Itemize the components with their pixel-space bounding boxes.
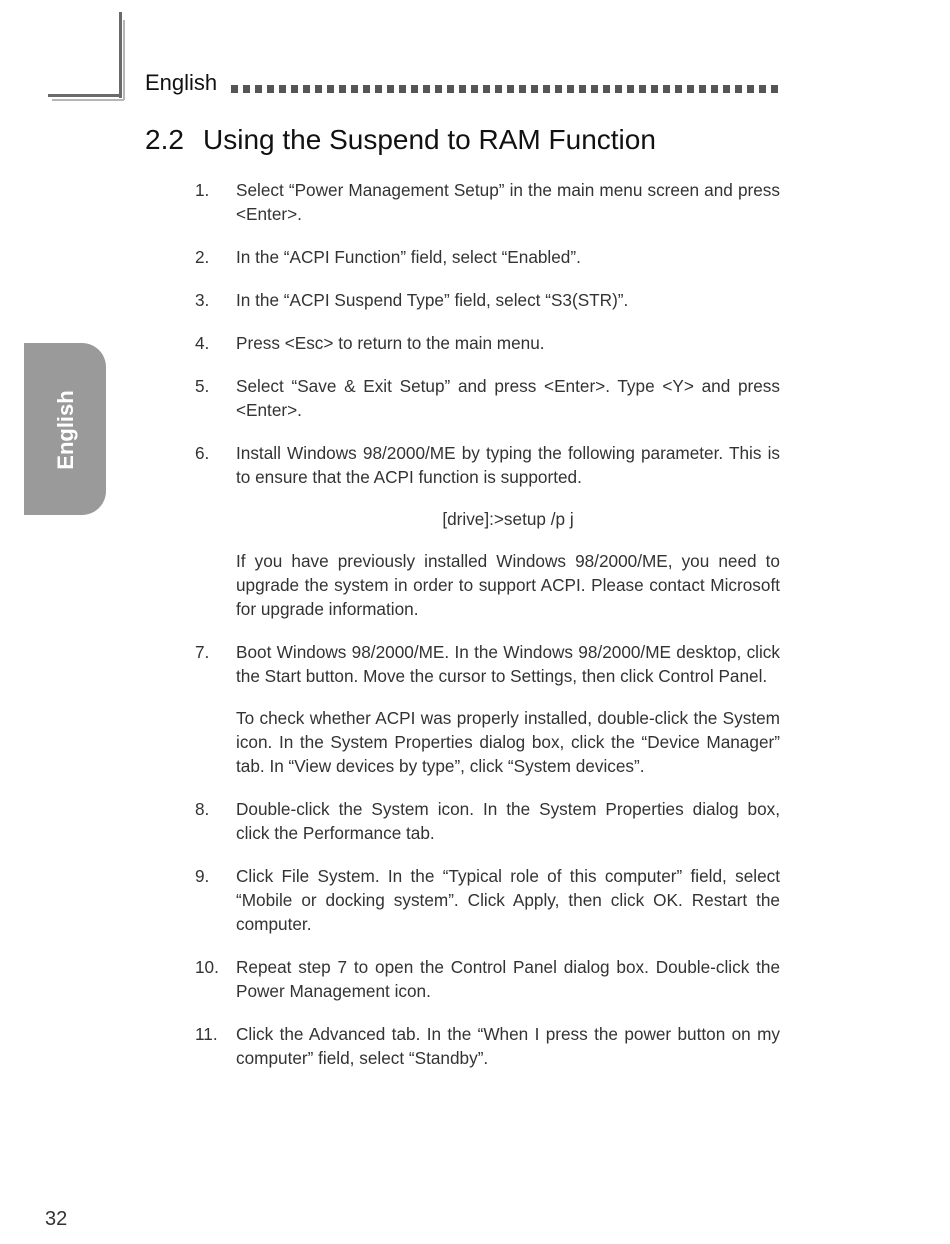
step-body	[236, 955, 780, 1003]
step-number: 4.	[195, 333, 210, 353]
step-text: Click the Advanced tab. In the “When I press the power button on my computer” field, select “Standby”.	[236, 1024, 780, 1068]
header-dotted-rule	[231, 85, 779, 93]
step-7	[195, 640, 780, 778]
step-body	[236, 331, 780, 355]
step-body	[236, 288, 780, 312]
step-number: 3.	[195, 290, 210, 310]
step-text: Install Windows 98/2000/ME by typing the following parameter. This is to ensure that the ACPI function is supported.	[236, 443, 780, 487]
step-body	[236, 1022, 780, 1070]
step-note: To check whether ACPI was properly installed, double-click the System icon. In the System Properties dialog box, click the “Device Manager” tab. In “View devices by type”, click “System devices”.	[236, 708, 780, 776]
corner-mark-horizontal	[48, 94, 122, 97]
step-text: Boot Windows 98/2000/ME. In the Windows 98/2000/ME desktop, click the Start button. Move the cursor to Settings, then click Control Panel.	[236, 642, 780, 686]
corner-mark-vertical-shadow	[123, 20, 125, 100]
step-3	[195, 288, 780, 312]
step-number: 5.	[195, 376, 210, 396]
step-number: 9.	[195, 866, 210, 886]
step-1	[195, 178, 780, 226]
step-9	[195, 864, 780, 936]
step-11	[195, 1022, 780, 1070]
section-title	[145, 124, 656, 156]
step-number: 8.	[195, 799, 210, 819]
step-6	[195, 441, 780, 621]
section-title-text: Using the Suspend to RAM Function	[203, 124, 656, 155]
step-number: 6.	[195, 443, 210, 463]
corner-mark-vertical	[119, 12, 122, 98]
step-text: Select “Save & Exit Setup” and press <Enter>. Type <Y> and press <Enter>.	[236, 376, 780, 420]
step-body	[236, 245, 780, 269]
page-number: 32	[45, 1208, 68, 1230]
step-note: If you have previously installed Windows 98/2000/ME, you need to upgrade the system in order to support ACPI. Please contact Microsoft for upgrade information.	[236, 551, 780, 619]
step-5	[195, 374, 780, 422]
step-body	[236, 640, 780, 778]
step-2	[195, 245, 780, 269]
step-number: 10.	[195, 957, 219, 977]
step-4	[195, 331, 780, 355]
language-side-tab-label: English	[53, 390, 78, 470]
step-10	[195, 955, 780, 1003]
step-body	[236, 441, 780, 621]
step-8	[195, 797, 780, 845]
step-text: In the “ACPI Function” field, select “Enabled”.	[236, 247, 581, 267]
step-text: Repeat step 7 to open the Control Panel dialog box. Double-click the Power Management icon.	[236, 957, 780, 1001]
step-text: Press <Esc> to return to the main menu.	[236, 333, 545, 353]
header-language-label: English	[145, 70, 218, 95]
step-body	[236, 178, 780, 226]
step-number: 11.	[195, 1024, 218, 1044]
step-number: 1.	[195, 180, 210, 200]
section-number: 2.2	[145, 124, 184, 155]
corner-mark-horizontal-shadow	[52, 99, 124, 101]
step-number: 7.	[195, 642, 210, 662]
step-text: Select “Power Management Setup” in the main menu screen and press <Enter>.	[236, 180, 780, 224]
step-body	[236, 374, 780, 422]
step-text: Click File System. In the “Typical role of this computer” field, select “Mobile or docking system”. Click Apply, then click OK. Restart the computer.	[236, 866, 780, 934]
step-number: 2.	[195, 247, 210, 267]
step-text: In the “ACPI Suspend Type” field, select “S3(STR)”.	[236, 290, 629, 310]
step-body	[236, 797, 780, 845]
step-body	[236, 864, 780, 936]
steps-list	[195, 178, 780, 1089]
command-line: [drive]:>setup /p j	[442, 509, 574, 529]
step-text: Double-click the System icon. In the System Properties dialog box, click the Performance tab.	[236, 799, 780, 843]
